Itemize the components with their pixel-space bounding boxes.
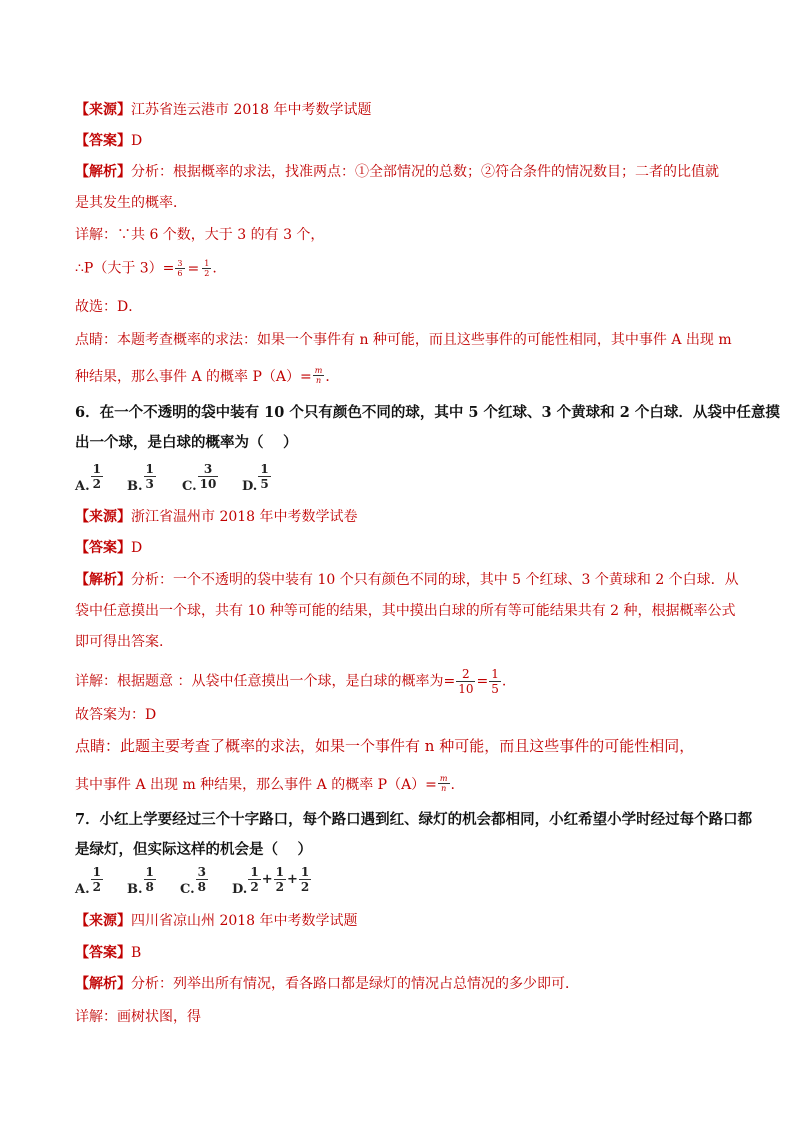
q7-option-a (75, 865, 104, 897)
q5-detail-prefix: ∴P（大于 3）= (75, 260, 175, 277)
q5-comment-fraction (313, 366, 325, 385)
fraction-numerator: 1 (145, 865, 154, 879)
q6-answer-is-line: 故答案为：D (75, 707, 157, 723)
q6-fraction-1-denominator: 10 (458, 682, 474, 696)
q5-analysis-line-1 (75, 163, 719, 181)
fraction-denominator: 2 (92, 477, 101, 491)
q5-analysis-line-2: 是其发生的概率． (75, 195, 187, 211)
q6-comment-fraction-numerator: m (439, 774, 448, 783)
fraction-numerator: 1 (145, 462, 154, 476)
q6-fraction-2-numerator: 1 (491, 667, 499, 681)
fraction-numerator: 1 (92, 865, 101, 879)
q7-option-d (232, 865, 312, 897)
option-fraction (248, 865, 260, 894)
q5-source-text: 江苏省连云港市 2018 年中考数学试题 (131, 102, 372, 118)
q7-option-b (127, 865, 157, 897)
q5-comment-prefix: 种结果，那么事件 A 的概率 P（A）= (75, 369, 312, 385)
fraction-denominator: 2 (275, 880, 284, 894)
q6-analysis-line-2: 袋中任意摸出一个球，共有 10 种等可能的结果，其中摸出白球的所有等可能结果共有 2 种，根据概率公式 (75, 603, 736, 619)
fraction-denominator: 2 (300, 880, 310, 894)
q6-comment-fraction-denominator: n (438, 783, 450, 793)
q6-analysis-line-3: 即可得出答案. (75, 634, 164, 650)
q7-analysis-text: 分析：列举出所有情况，看各路口都是绿灯的情况占总情况的多少即可． (131, 976, 579, 992)
q6-stem-line-1: 6．在一个不透明的袋中装有 10 个只有颜色不同的球，其中 5 个红球、3 个黄球和 2 个白球．从袋中任意摸 (75, 404, 780, 421)
q7-stem-line-1: 7．小红上学要经过三个十字路口，每个路口遇到红、绿灯的机会都相同，小红希望小学时经过每个路口都 (75, 811, 753, 828)
option-fraction (258, 462, 270, 491)
q6-detail-prefix: 详解：根据题意 ：从袋中任意摸出一个球，是白球的概率为= (75, 673, 456, 690)
q7-analysis-line (75, 975, 579, 993)
analysis-label: 【解析】 (75, 572, 131, 588)
q5-fraction-1-numerator: 3 (177, 259, 183, 268)
option-label: A. (75, 882, 90, 897)
fraction-denominator: 8 (145, 880, 154, 894)
option-fraction (144, 865, 156, 894)
q6-fraction-1 (456, 667, 475, 696)
option-fraction (299, 865, 311, 894)
q5-fraction-1-denominator: 6 (177, 269, 183, 278)
q6-period: . (501, 673, 507, 690)
option-label: C. (180, 882, 195, 897)
q6-analysis-line-1 (75, 571, 739, 589)
q7-stem-line-2: 是绿灯，但实际这样的机会是（ ） (75, 841, 313, 858)
answer-label: 【答案】 (75, 133, 131, 149)
option-fraction (144, 462, 156, 491)
q5-comment-fraction-numerator: m (314, 366, 323, 375)
plus-sign: + (286, 872, 298, 887)
q6-comment-end: . (450, 777, 455, 793)
q5-fraction-2 (202, 259, 211, 278)
answer-label: 【答案】 (75, 540, 131, 556)
q6-answer-line (75, 539, 142, 557)
q6-comment-line-1: 点睛：此题主要考查了概率的求法，如果一个事件有 n 种可能，而且这些事件的可能性相同， (75, 737, 695, 755)
option-fraction (274, 865, 286, 894)
fraction-numerator: 1 (275, 865, 284, 879)
source-label: 【来源】 (75, 509, 131, 525)
q7-source-line (75, 912, 358, 930)
answer-label: 【答案】 (75, 945, 131, 961)
fraction-denominator: 5 (260, 477, 269, 491)
q6-fraction-1-numerator: 2 (462, 667, 470, 681)
q5-comment-line-1: 点睛：本题考查概率的求法：如果一个事件有 n 种可能，而且这些事件的可能性相同，其中事件 A 出现 m (75, 332, 732, 348)
q7-answer-line (75, 944, 141, 962)
option-label: D. (242, 479, 258, 494)
q5-answer-line (75, 132, 142, 150)
q6-comment-fraction (438, 774, 450, 793)
option-label: D. (232, 882, 248, 897)
option-fraction (196, 865, 208, 894)
q6-source-line (75, 508, 358, 526)
fraction-numerator: 3 (197, 865, 207, 879)
q5-fraction-2-denominator: 2 (204, 269, 210, 278)
q6-option-b (127, 462, 157, 494)
q6-fraction-2-denominator: 5 (491, 682, 499, 696)
q5-detail-line-1: 详解：∵共 6 个数，大于 3 的有 3 个， (75, 227, 325, 243)
fraction-numerator: 1 (300, 865, 310, 879)
fraction-denominator: 10 (199, 477, 217, 491)
q5-choose-line: 故选：D． (75, 299, 143, 315)
option-fraction (91, 462, 103, 491)
q7-answer-text: B (131, 945, 142, 961)
analysis-label: 【解析】 (75, 976, 131, 992)
fraction-numerator: 3 (203, 462, 213, 476)
q6-detail-line (75, 667, 506, 696)
q5-comment-fraction-denominator: n (313, 375, 325, 385)
q7-option-c (180, 865, 209, 897)
q5-fraction-2-numerator: 1 (204, 259, 210, 268)
q6-option-d (242, 462, 272, 494)
q5-detail-line-2 (75, 259, 217, 278)
q6-comment-prefix: 其中事件 A 出现 m 种结果，那么事件 A 的概率 P（A）= (75, 777, 437, 793)
fraction-denominator: 3 (145, 477, 154, 491)
fraction-numerator: 1 (250, 865, 259, 879)
plus-sign: + (261, 872, 273, 887)
fraction-denominator: 2 (250, 880, 259, 894)
option-label: B. (127, 882, 143, 897)
q5-analysis-text-1: 分析：根据概率的求法，找准两点：①全部情况的总数；②符合条件的情况数目；二者的比值就 (131, 164, 719, 180)
q6-analysis-text-1: 分析：一个不透明的袋中装有 10 个只有颜色不同的球，其中 5 个红球、3 个黄球和 2 个白球．从 (131, 572, 739, 588)
option-fraction (198, 462, 219, 491)
q5-comment-end: ． (325, 369, 340, 385)
q5-source-line (75, 101, 372, 119)
fraction-denominator: 8 (197, 880, 207, 894)
q5-answer-text: D (131, 133, 143, 149)
q7-detail-line: 详解：画树状图，得 (75, 1009, 201, 1025)
option-label: B. (127, 479, 143, 494)
q7-source-text: 四川省凉山州 2018 年中考数学试题 (131, 913, 358, 929)
q5-comment-line-2 (75, 366, 339, 386)
q6-option-c (182, 462, 219, 494)
option-label: A. (75, 479, 90, 494)
fraction-numerator: 1 (260, 462, 269, 476)
option-fraction (91, 865, 103, 894)
analysis-label: 【解析】 (75, 164, 131, 180)
source-label: 【来源】 (75, 102, 131, 118)
option-label: C. (182, 479, 197, 494)
q6-answer-text: D (131, 540, 143, 556)
q5-period: . (212, 260, 217, 277)
q6-stem-line-2: 出一个球，是白球的概率为（ ） (75, 434, 298, 451)
q6-comment-line-2 (75, 774, 455, 794)
q5-equals: = (187, 260, 200, 277)
q6-fraction-2 (489, 667, 501, 696)
q6-source-text: 浙江省温州市 2018 年中考数学试卷 (131, 509, 358, 525)
q6-equals: = (476, 673, 489, 690)
fraction-denominator: 2 (92, 880, 101, 894)
source-label: 【来源】 (75, 913, 131, 929)
fraction-numerator: 1 (92, 462, 101, 476)
q5-fraction-1 (175, 259, 184, 278)
q6-option-a (75, 462, 104, 494)
